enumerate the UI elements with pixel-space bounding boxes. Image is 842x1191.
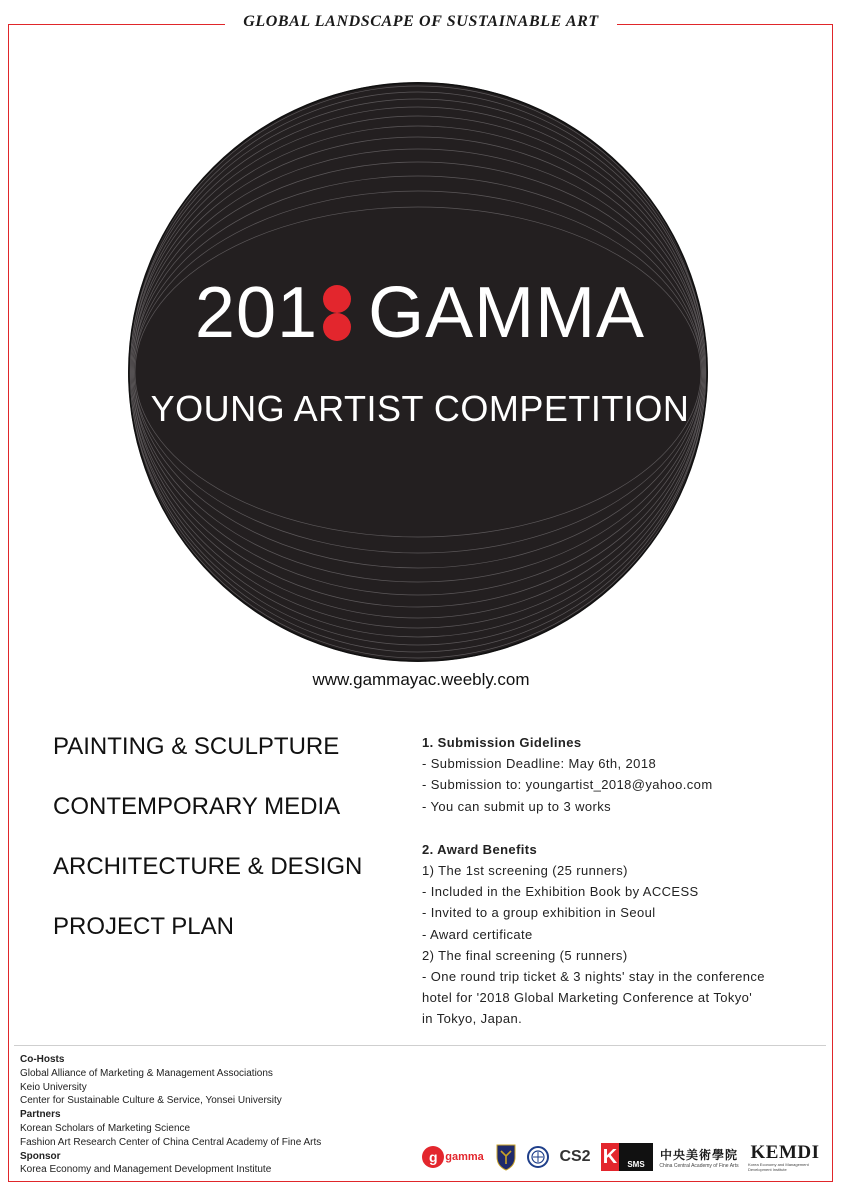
headline-year-prefix: 201 xyxy=(194,272,319,353)
guidelines-heading: 1. Submission Gidelines xyxy=(422,735,582,750)
sponsor-logos xyxy=(422,1140,824,1174)
partner-item: Fashion Art Research Center of China Central Academy of Fine Arts xyxy=(20,1136,322,1148)
benefit-item: - Included in the Exhibition Book by ACCESS xyxy=(422,884,699,900)
category-item: PAINTING & SCULPTURE xyxy=(53,733,340,760)
frame-left-line xyxy=(8,24,9,1181)
final-screening-label: 2) The final screening (5 runners) xyxy=(422,947,628,963)
website-link[interactable]: www.gammayac.weebly.com xyxy=(312,670,530,689)
ksms-logo: K SMS xyxy=(599,1140,655,1174)
benefit-item: - Award certificate xyxy=(422,926,533,942)
black-disc-graphic xyxy=(128,82,708,662)
guideline-item: - Submission to: youngartist_2018@yahoo.com xyxy=(422,777,713,793)
cohost-item: Keio University xyxy=(20,1081,87,1093)
credits-divider xyxy=(14,1045,826,1046)
frame-top-left-line xyxy=(8,24,225,25)
headline xyxy=(130,268,710,353)
header-title: GLOBAL LANDSCAPE OF SUSTAINABLE ART xyxy=(243,13,599,30)
cohosts-label: Co-Hosts xyxy=(20,1054,65,1065)
headline-event-name: GAMMA xyxy=(368,272,646,353)
sponsor-item: Korea Economy and Management Development Institute xyxy=(20,1164,272,1176)
partner-item: Korean Scholars of Marketing Science xyxy=(20,1122,191,1134)
guideline-item: - Submission Deadline: May 6th, 2018 xyxy=(422,756,657,772)
guideline-item: - You can submit up to 3 works xyxy=(422,798,612,814)
benefits-heading: 2. Award Benefits xyxy=(422,841,538,857)
category-list xyxy=(53,732,362,972)
info-column xyxy=(422,732,822,1029)
category-item: ARCHITECTURE & DESIGN xyxy=(53,853,363,880)
competition-subtitle: YOUNG ARTIST COMPETITION xyxy=(150,388,690,429)
yonsei-emblem-logo xyxy=(526,1140,550,1174)
first-screening-label: 1) The 1st screening (25 runners) xyxy=(422,862,628,878)
benefit-item: - One round trip ticket & 3 nights' stay in the conference xyxy=(422,968,765,984)
gamma-logo: g gamma xyxy=(422,1140,484,1174)
benefit-item: hotel for '2018 Global Marketing Conference at Tokyo' xyxy=(422,990,753,1006)
kemdi-logo: KEMDI Korea Economy and Management Development Institute xyxy=(748,1142,820,1172)
cohost-item: Global Alliance of Marketing & Management Associations xyxy=(20,1067,273,1079)
keio-crest-logo xyxy=(492,1140,520,1174)
frame-right-line xyxy=(832,24,833,1181)
frame-bottom-line xyxy=(8,1181,833,1182)
cs2-logo: CS2 xyxy=(559,1148,591,1165)
sponsor-label: Sponsor xyxy=(20,1150,61,1162)
caa-calligraphy-logo: 中央美術學院 China Central Academy of Fine Arts xyxy=(659,1147,739,1169)
benefit-item: - Invited to a group exhibition in Seoul xyxy=(422,905,656,921)
cohost-item: Center for Sustainable Culture & Service, Yonsei University xyxy=(20,1095,282,1107)
category-item: CONTEMPORARY MEDIA xyxy=(53,793,341,820)
category-item: PROJECT PLAN xyxy=(53,913,234,940)
frame-top-right-line xyxy=(617,24,833,25)
red-eight-mark xyxy=(320,283,354,343)
credits-block xyxy=(20,1053,321,1177)
partners-label: Partners xyxy=(20,1109,61,1121)
benefit-item: in Tokyo, Japan. xyxy=(422,1011,523,1027)
